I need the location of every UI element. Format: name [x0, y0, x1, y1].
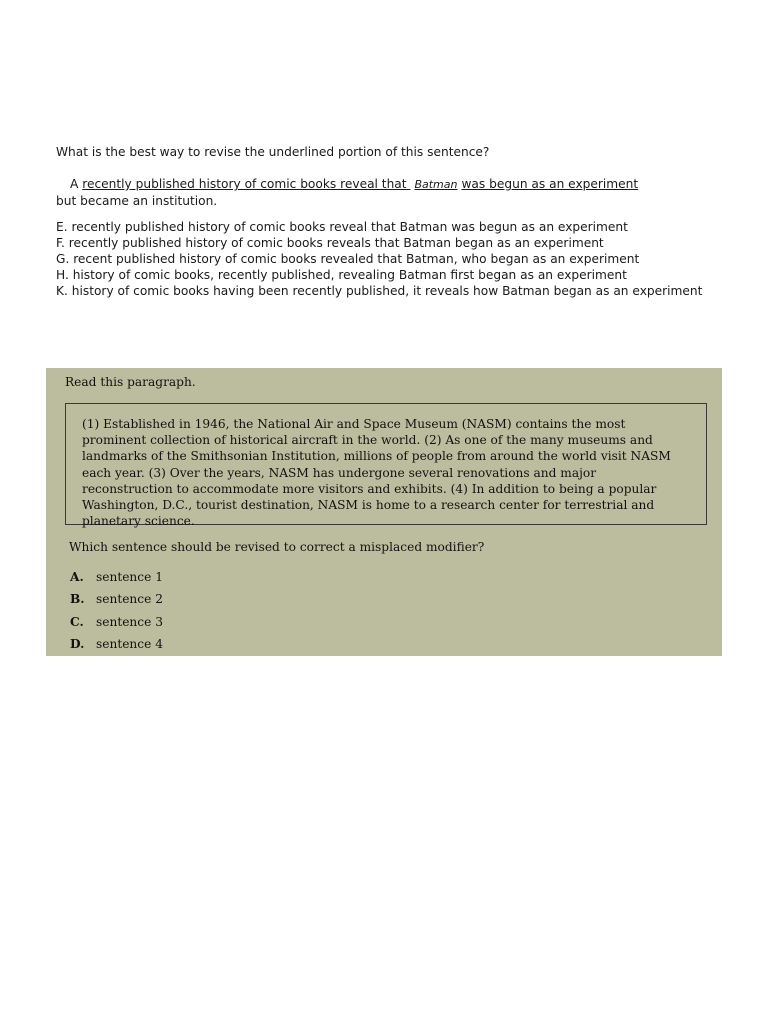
question-1-choices: [56, 219, 756, 299]
sentence-italic-title: Batman: [414, 178, 458, 191]
read-paragraph-instruction: Read this paragraph.: [65, 375, 196, 389]
sentence-underlined-part-1: recently published history of comic books reveal that: [82, 177, 411, 191]
option-b-text: sentence 2: [96, 592, 163, 607]
option-a-letter: A.: [70, 570, 84, 584]
choice-k[interactable]: K. history of comic books having been recently published, it reveals how Batman began as an experiment: [56, 284, 703, 298]
option-a-text: sentence 1: [96, 570, 163, 584]
choice-h[interactable]: H. history of comic books, recently published, revealing Batman first began as an experiment: [56, 268, 627, 282]
sentence-prefix: A: [70, 177, 83, 191]
question-1-prompt: What is the best way to revise the underlined portion of this sentence?: [56, 145, 490, 159]
choice-e[interactable]: E. recently published history of comic books reveal that Batman was begun as an experiment: [56, 220, 628, 234]
option-b-letter: B.: [70, 592, 85, 607]
option-d-letter: D.: [70, 636, 85, 651]
option-c-letter: C.: [70, 614, 84, 629]
question-1-sentence: [56, 176, 756, 209]
sentence-underlined-part-2: was begun as an experiment: [461, 177, 639, 191]
option-d-text: sentence 4: [96, 636, 163, 651]
option-d[interactable]: [70, 637, 163, 659]
question-2-prompt: Which sentence should be revised to correct a misplaced modifier?: [69, 540, 485, 554]
option-c-text: sentence 3: [96, 614, 163, 629]
question-2-options: [70, 570, 163, 659]
sentence-continuation: but became an institution.: [56, 194, 218, 208]
choice-g[interactable]: G. recent published history of comic books revealed that Batman, who began as an experiment: [56, 252, 640, 266]
question-2-panel: [46, 368, 722, 656]
question-1: [56, 144, 756, 299]
option-a[interactable]: [70, 570, 163, 592]
choice-f[interactable]: F. recently published history of comic books reveals that Batman began as an experiment: [56, 236, 604, 250]
option-b[interactable]: [70, 592, 163, 614]
option-c[interactable]: [70, 615, 163, 637]
passage-box: (1) Established in 1946, the National Air and Space Museum (NASM) contains the most prominent collection of historical aircraft in the world. (2) As one of the many museums and landmarks of the Smithsonian Institution, millions of people from around the world visit NASM each year. (3) Over the years, NASM has undergone several renovations and major reconstruction to accommodate more visitors and exhibits. (4) In addition to being a popular Washington, D.C., tourist destination, NASM is home to a research center for terrestrial and planetary science.: [65, 403, 707, 525]
